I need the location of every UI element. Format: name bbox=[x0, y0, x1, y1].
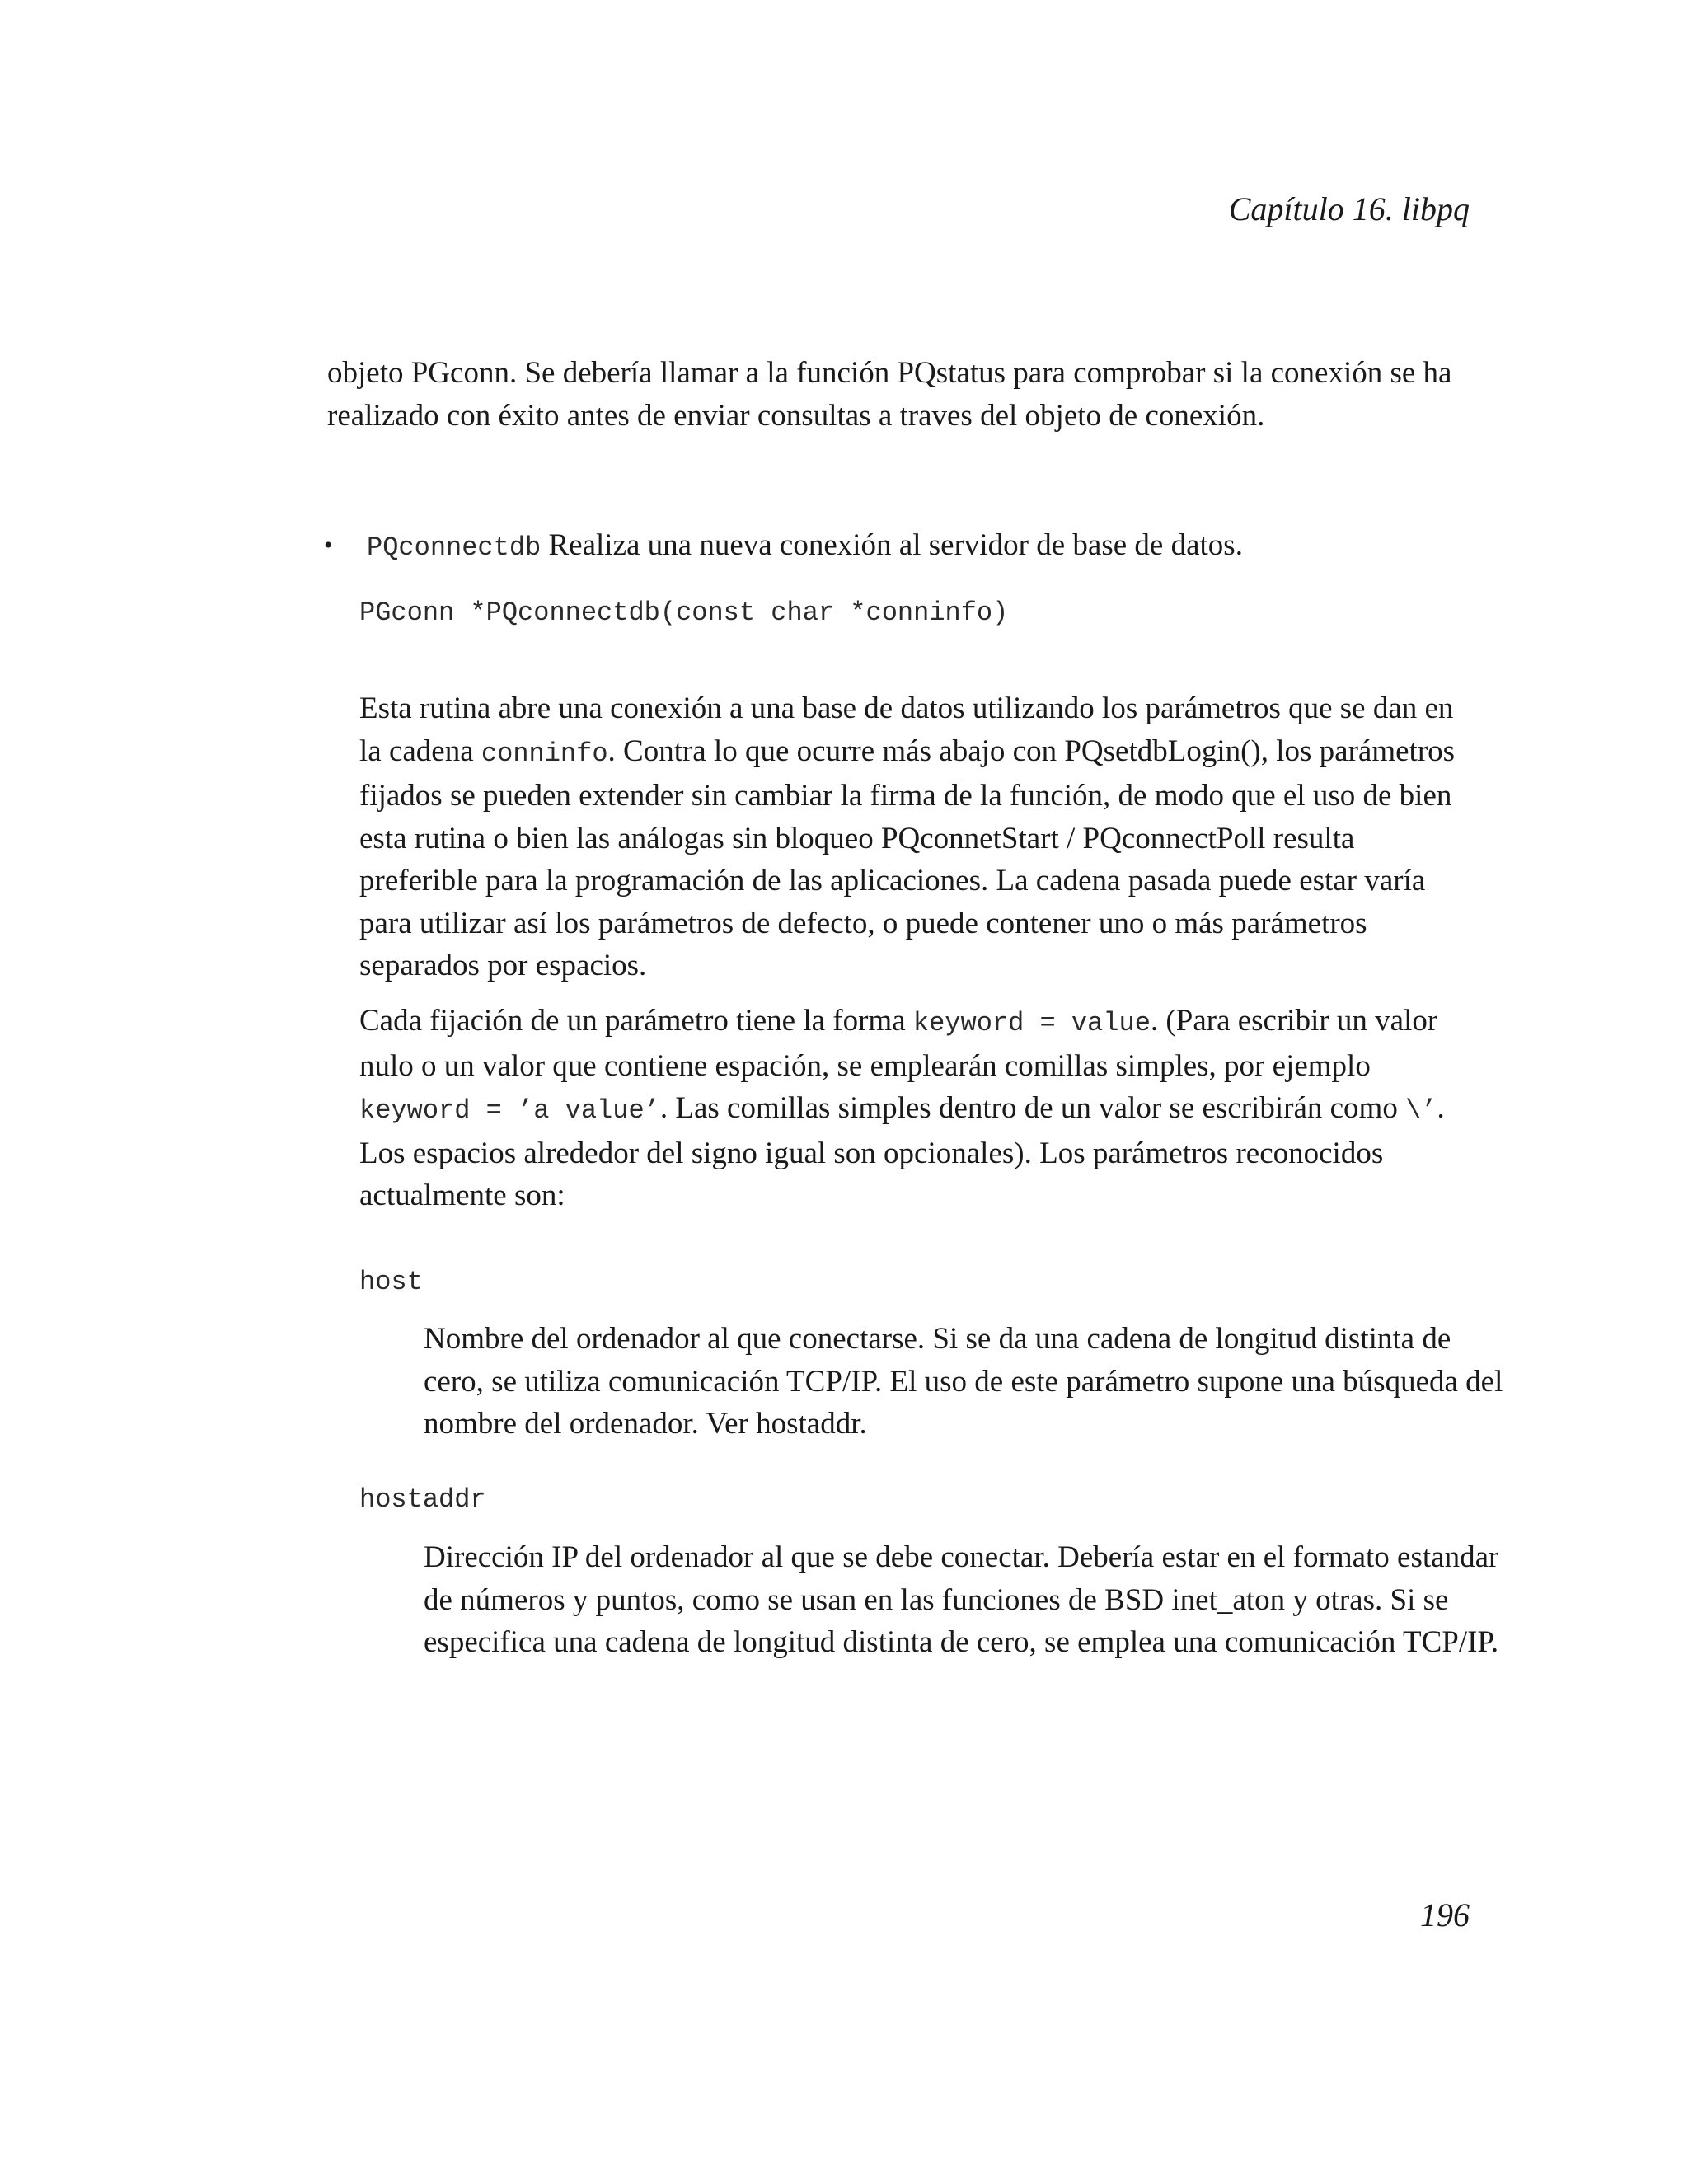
paragraph-text: Esta rutina abre una conexión a una base de datos utilizando los parámetros que se dan en la cadena bbox=[359, 691, 1454, 768]
function-list-item bbox=[324, 524, 1511, 569]
paragraph-text: . (Para escribir un valor nulo o un valor que contiene espación, se emplearán comillas simples, por ejemplo bbox=[359, 1004, 1438, 1083]
function-description: Realiza una nueva conexión al servidor de base de datos. bbox=[541, 528, 1243, 562]
inline-code: keyword = ’a value’ bbox=[359, 1095, 660, 1126]
paragraph-text: . Las comillas simples dentro de un valor se escribirán como bbox=[659, 1091, 1406, 1125]
intro-paragraph: objeto PGconn. Se debería llamar a la función PQstatus para comprobar si la conexión se ha realizado con éxito antes de enviar consultas a traves del objeto de conexión. bbox=[327, 356, 1452, 433]
paragraph-text: . Contra lo que ocurre más abajo con PQsetdbLogin(), los parámetros fijados se pueden extender sin cambiar la firma de la función, de modo que el uso de bien esta rutina o bien las análogas sin bloqueo PQconnetStart / PQconnectPoll resulta preferible para la programación de las aplicaciones. La cadena pasada puede estar varía para utilizar así los parámetros de defecto, o puede contener uno o más parámetros separados por espacios. bbox=[359, 733, 1456, 982]
parameter-term-host: host bbox=[359, 1267, 423, 1297]
page-number: 196 bbox=[1420, 1896, 1470, 1933]
running-header: Capítulo 16. libpq bbox=[1228, 190, 1470, 227]
inline-code: \’ bbox=[1405, 1095, 1437, 1126]
paragraph-text: . Los espacios alrededor del signo igual son opcionales). Los parámetros reconocidos actualmente son: bbox=[359, 1091, 1445, 1212]
description-paragraph-1 bbox=[359, 687, 1480, 987]
bullet-icon: • bbox=[324, 532, 333, 559]
inline-code: conninfo bbox=[481, 738, 608, 769]
paragraph-text: Cada fijación de un parámetro tiene la forma bbox=[359, 1004, 913, 1038]
description-paragraph-2 bbox=[359, 1000, 1489, 1217]
parameter-definition-hostaddr: Dirección IP del ordenador al que se debe conectar. Debería estar en el formato estandar de números y puntos, como se usan en las funciones de BSD inet_aton y otras. Si se especifica una cadena de longitud distinta de cero, se emplea una comunicación TCP/IP. bbox=[424, 1540, 1499, 1659]
parameter-definition-host: Nombre del ordenador al que conectarse. Si se da una cadena de longitud distinta de cero, se utiliza comunicación TCP/IP. El uso de este parámetro supone una búsqueda del nombre del ordenador. Ver hostaddr. bbox=[424, 1322, 1503, 1441]
parameter-term-hostaddr: hostaddr bbox=[359, 1484, 486, 1515]
function-name: PQconnectdb bbox=[367, 532, 542, 563]
function-signature: PGconn *PQconnectdb(const char *conninfo) bbox=[359, 598, 1009, 628]
inline-code: keyword = value bbox=[912, 1008, 1151, 1038]
